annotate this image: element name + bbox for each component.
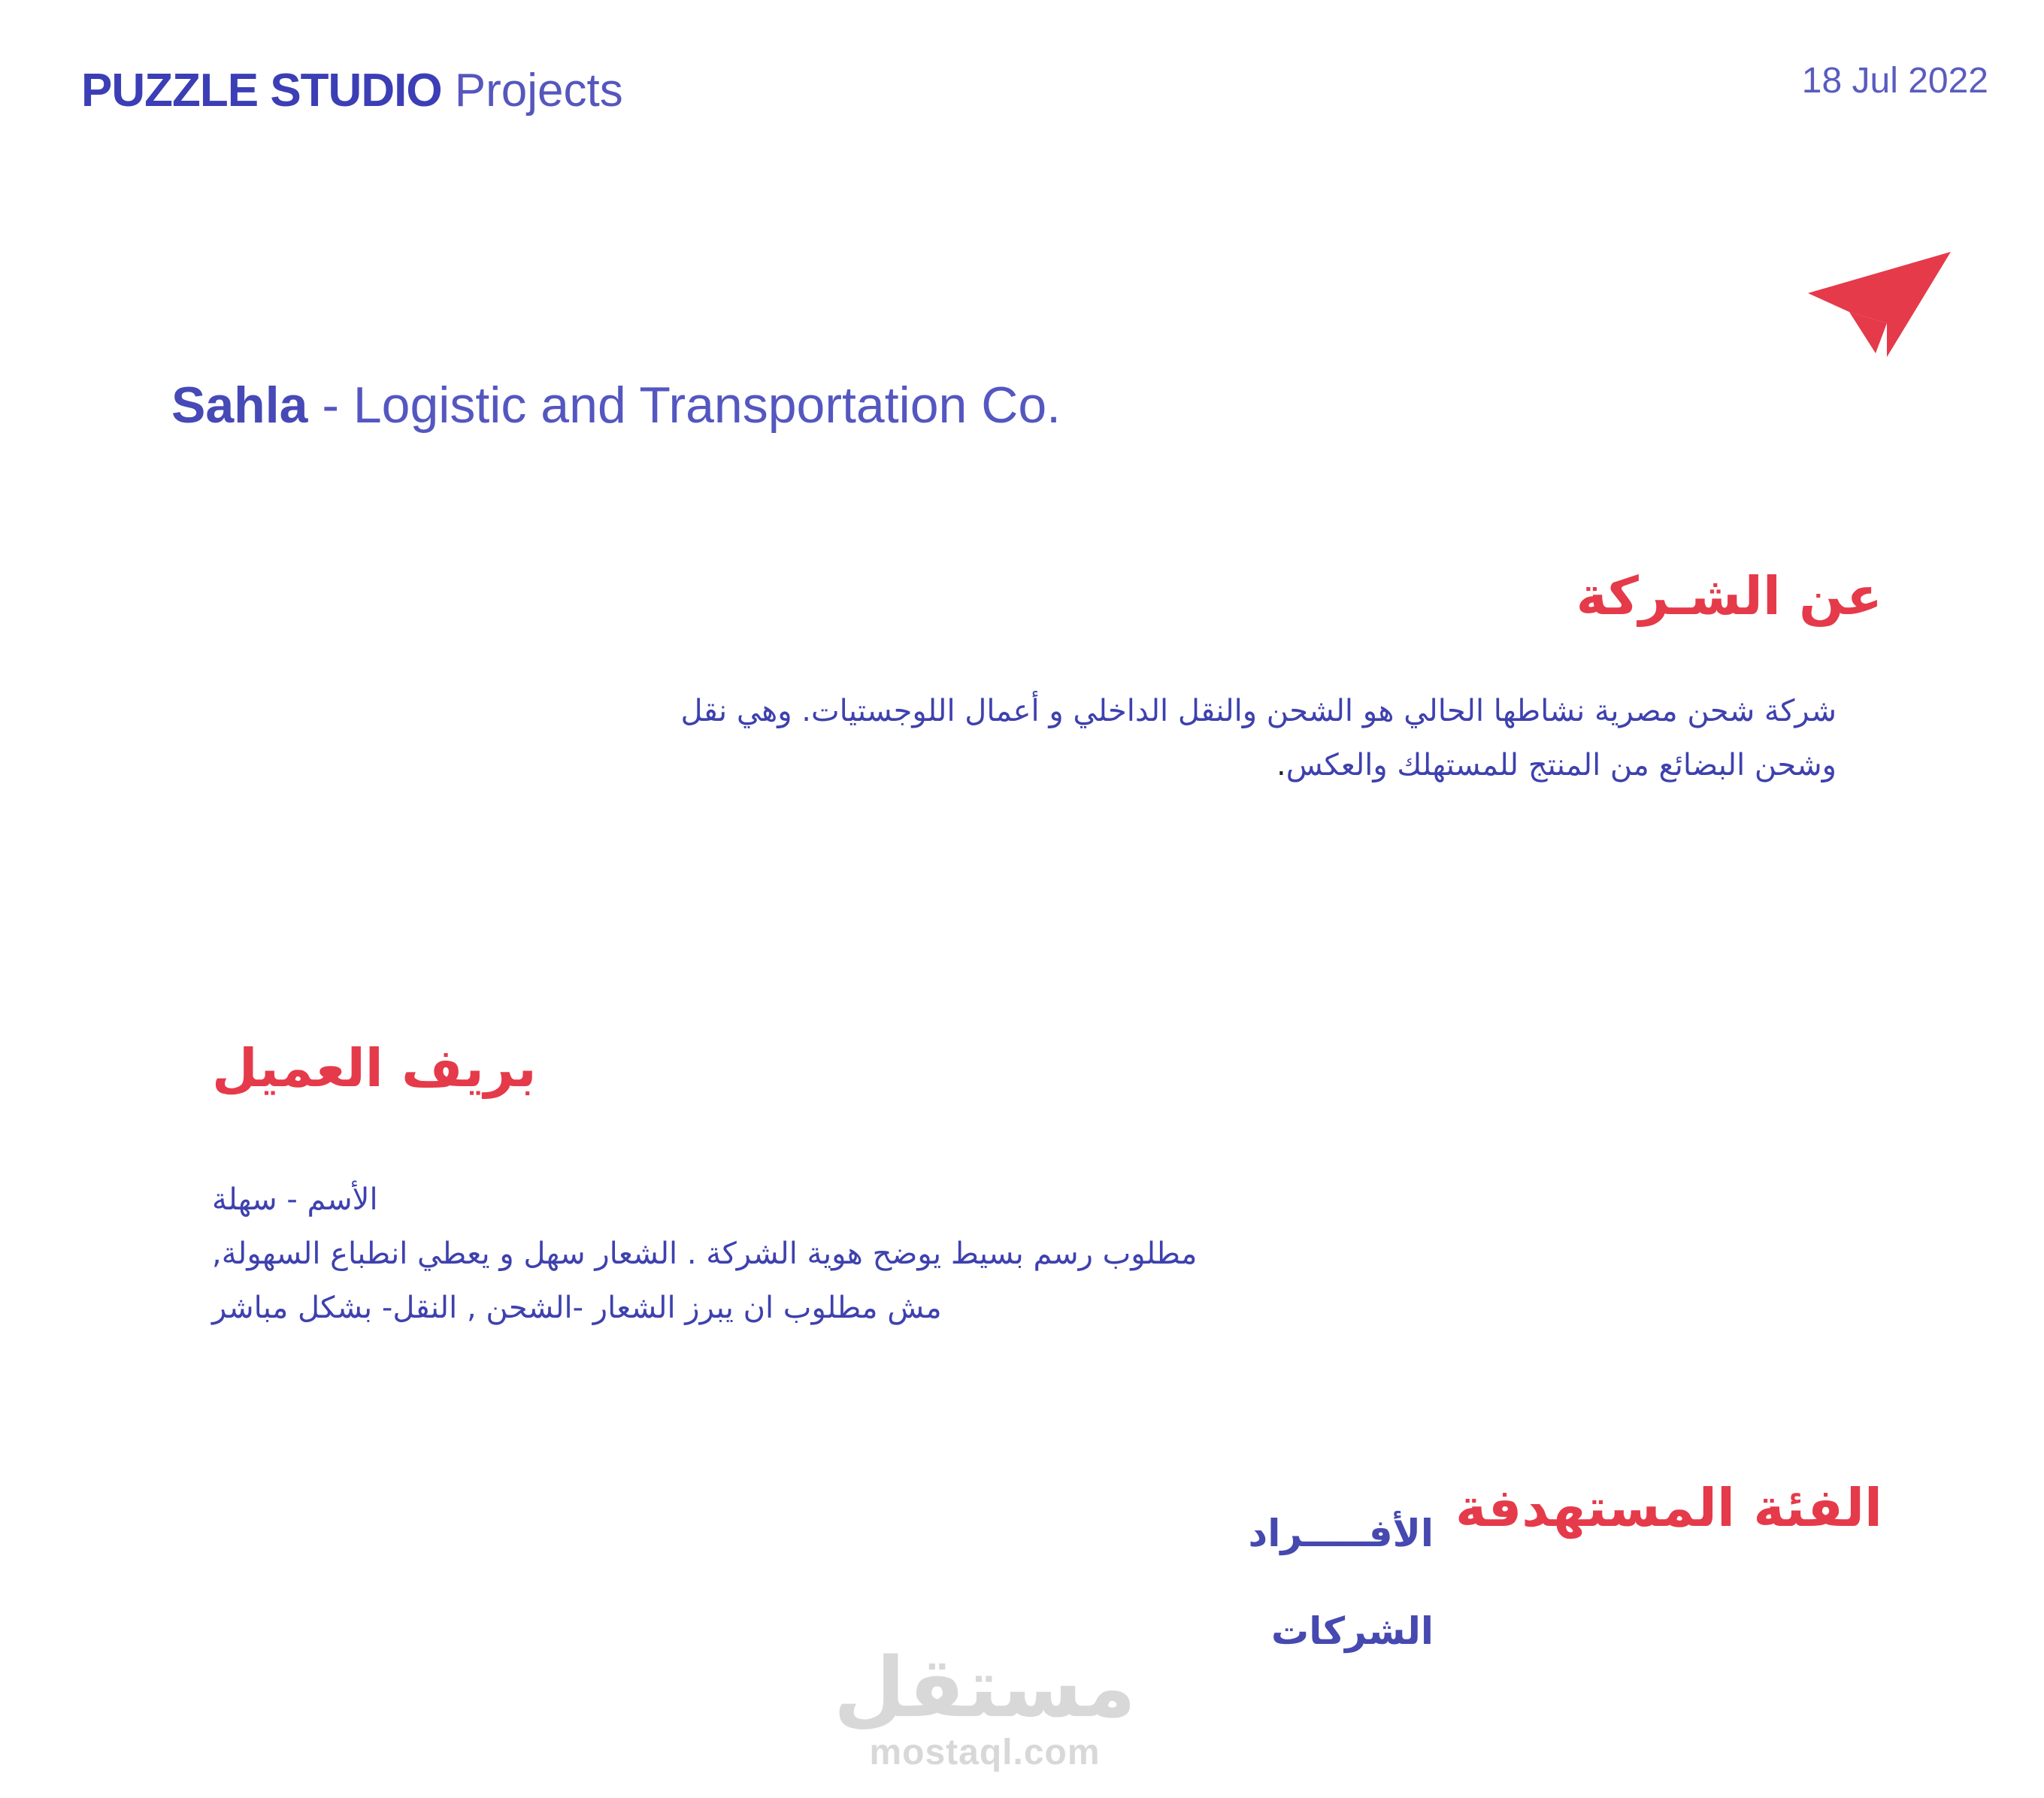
brief-heading: بريف العميل (212, 1037, 537, 1099)
target-heading: الفئة المستهدفة (1455, 1477, 1882, 1539)
watermark (827, 1639, 1143, 1773)
brief-line-1: الأسم - سهلة (212, 1182, 378, 1217)
brief-paragraph (212, 1173, 1197, 1335)
watermark-latin: mostaql.com (869, 1733, 1101, 1772)
brief-line-2: مطلوب رسم بسيط يوضح هوية الشركة . الشعار سهل و يعطي انطباع السهولة, (212, 1237, 1198, 1271)
target-list (1249, 1485, 1434, 1680)
about-line-2-end: . (1276, 748, 1286, 782)
brand-name: PUZZLE STUDIO (81, 65, 442, 117)
about-line-2: وشحن البضائع من المنتج للمستهلك والعكس (1285, 748, 1837, 782)
about-paragraph (559, 684, 1837, 792)
about-line-1: شركة شحن مصرية نشاطها الحالي هو الشحن والنقل الداخلي و أعمال اللوجستيات. وهي نقل (680, 694, 1837, 728)
target-item-individuals: الأفـــــراد (1248, 1512, 1434, 1555)
brief-line-3: مش مطلوب ان يبرز الشعار -الشحن , النقل- بشكل مباشر (212, 1291, 942, 1325)
paper-plane-icon (1804, 248, 1955, 361)
document-date: 18 Jul 2022 (1801, 61, 1988, 101)
about-heading: عن الشـركة (1576, 565, 1882, 627)
project-title (171, 376, 1061, 434)
project-name: Sahla (171, 377, 308, 434)
watermark-arabic: مستقل (833, 1639, 1137, 1736)
brand-section: Projects (454, 65, 623, 117)
brand-title (81, 65, 623, 117)
project-subtitle: - Logistic and Transportation Co. (307, 377, 1061, 434)
target-item-companies: الشركات (1271, 1609, 1434, 1653)
